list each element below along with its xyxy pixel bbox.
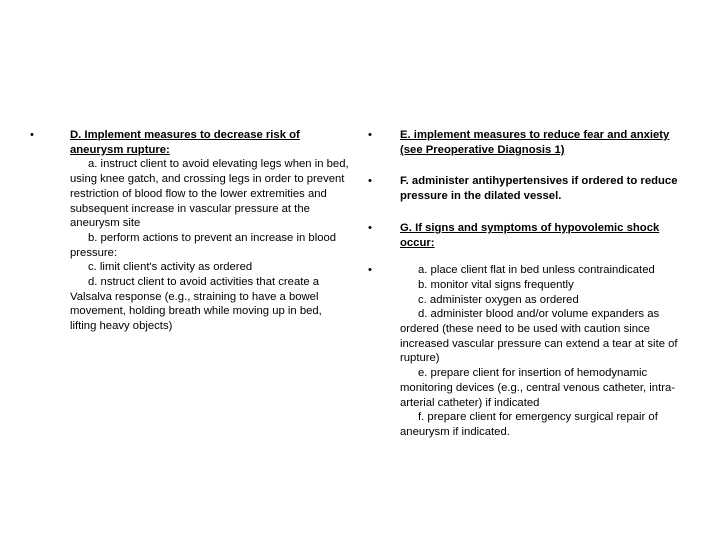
subitem-g-c: c. administer oxygen as ordered bbox=[418, 293, 579, 306]
heading-g: G. If signs and symptoms of hypovolemic shock occur: bbox=[400, 221, 660, 249]
subitem-d: d. nstruct client to avoid activities that create a Valsalva response (e.g., straining to have a bowel movement, holding breath while moving up in bed, lifting heavy objects) bbox=[70, 276, 322, 333]
subitem-g-a: a. place client flat in bed unless contraindicated bbox=[418, 264, 655, 277]
list-item-g bbox=[368, 221, 688, 250]
left-column bbox=[30, 128, 350, 334]
heading-e: E. implement measures to reduce fear and anxiety (see Preoperative Diagnosis 1) bbox=[400, 129, 670, 156]
bullet-marker: • bbox=[30, 129, 34, 141]
bullet-marker: • bbox=[368, 264, 372, 277]
subitem-g-f: f. prepare client for emergency surgical repair of aneurysm if indicated. bbox=[400, 411, 658, 438]
list-item-e bbox=[368, 128, 688, 157]
subitem-a: a. instruct client to avoid elevating legs when in bed, using knee gatch, and crossing legs in order to prevent restriction of blood flow to the lower extremities and subsequent increase in vascular pressure at the aneurysm site bbox=[70, 158, 349, 230]
subitem-g-e: e. prepare client for insertion of hemodynamic monitoring devices (e.g., central venous catheter, intra-arterial catheter) if indicated bbox=[400, 367, 676, 409]
list-item-f bbox=[368, 174, 688, 203]
subitem-g-b: b. monitor vital signs frequently bbox=[418, 278, 574, 291]
bullet-marker: • bbox=[368, 221, 372, 234]
list-item-g-details bbox=[368, 263, 688, 439]
heading-f: F. administer antihypertensives if ordered to reduce pressure in the dilated vessel. bbox=[400, 175, 678, 203]
subitem-b: b. perform actions to prevent an increase in blood pressure: bbox=[70, 231, 337, 259]
bullet-marker: • bbox=[368, 175, 372, 188]
subitem-c: c. limit client's activity as ordered bbox=[88, 261, 253, 274]
right-column bbox=[368, 128, 688, 440]
heading-d: D. Implement measures to decrease risk of aneurysm rupture: bbox=[70, 129, 300, 156]
bullet-marker: • bbox=[368, 129, 372, 141]
subitem-g-d: d. administer blood and/or volume expanders as ordered (these need to be used with caution since increased vascular pressure can extend a tear at site of rupture) bbox=[400, 308, 678, 365]
list-item-d bbox=[30, 128, 350, 334]
